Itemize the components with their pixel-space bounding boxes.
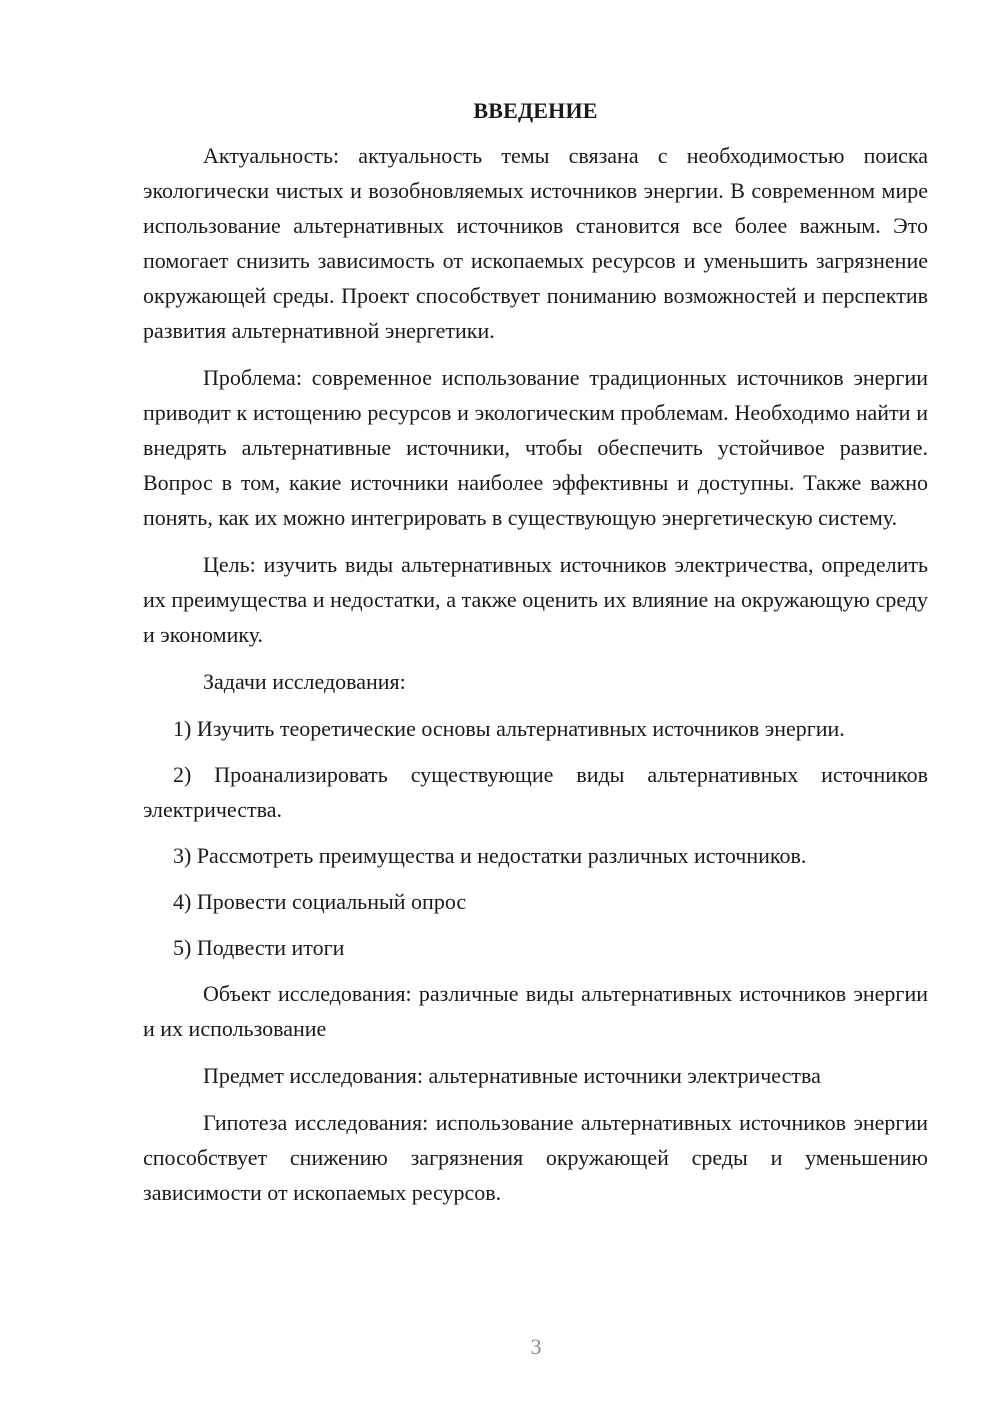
paragraph-hypothesis: Гипотеза исследования: использование альтернативных источников энергии способствует снижению загрязнения окружающей среды и уменьшению зависимости от ископаемых ресурсов. [143,1110,928,1205]
paragraph-problem: Проблема: современное использование традиционных источников энергии приводит к истощению ресурсов и экологическим проблемам. Необходимо найти и внедрять альтернативные источники, чтобы обеспечить устойчивое развитие. Вопрос в том, какие источники наиболее эффективны и доступны. Также важно понять, как их можно интегрировать в существующую энергетическую систему. [143,365,928,530]
task-item-1: 1) Изучить теоретические основы альтернативных источников энергии. [173,716,845,741]
task-item-5: 5) Подвести итоги [173,935,345,960]
paragraph-goal: Цель: изучить виды альтернативных источников электричества, определить их преимущества и недостатки, а также оценить их влияние на окружающую среду и экономику. [143,552,928,647]
task-item-3: 3) Рассмотреть преимущества и недостатки различных источников. [173,843,807,868]
task-item-4: 4) Провести социальный опрос [173,889,467,914]
paragraph-relevance: Актуальность: актуальность темы связана с необходимостью поиска экологически чистых и возобновляемых источников энергии. В современном мире использование альтернативных источников становится все более важным. Это помогает снизить зависимость от ископаемых ресурсов и уменьшить загрязнение окружающей среды. Проект способствует пониманию возможностей и перспектив развития альтернативной энергетики. [143,143,928,343]
paragraph-subject: Предмет исследования: альтернативные источники электричества [203,1063,821,1088]
paragraph-tasks-heading: Задачи исследования: [203,669,406,694]
task-item-2: 2) Проанализировать существующие виды альтернативных источников электричества. [143,762,928,822]
page-number: 3 [530,1334,542,1359]
page-title: ВВЕДЕНИЕ [473,98,598,123]
page-content [143,96,928,1222]
paragraph-object: Объект исследования: различные виды альтернативных источников энергии и их использование [143,981,928,1041]
